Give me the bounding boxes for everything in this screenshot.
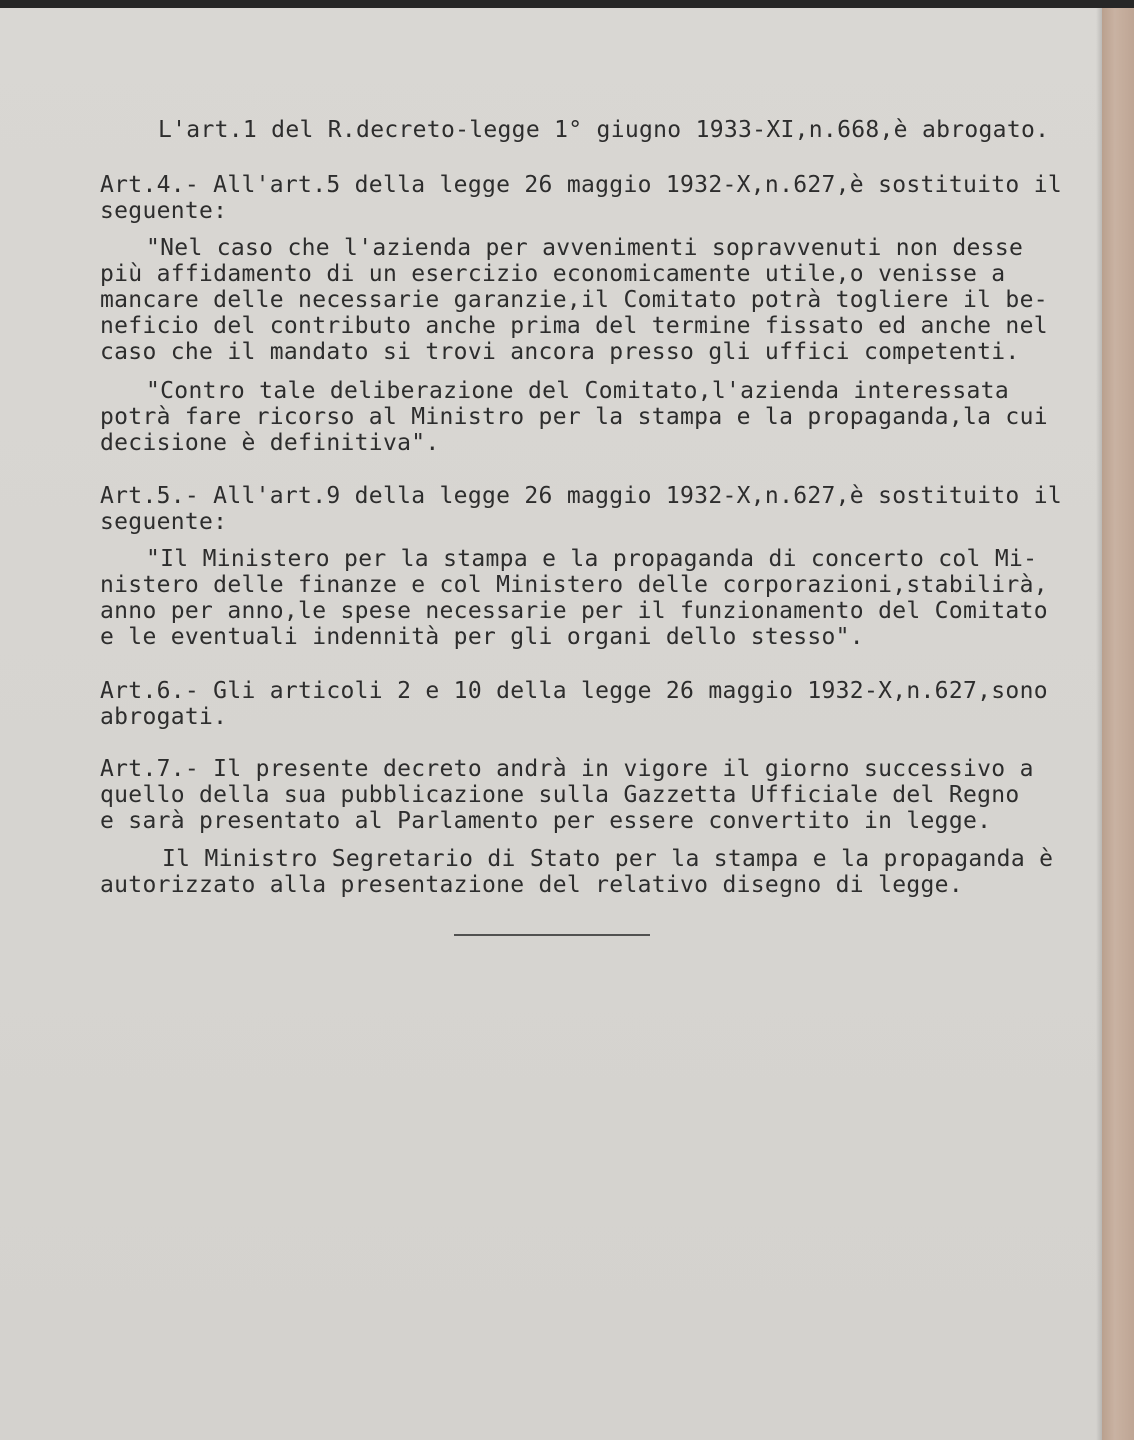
quote-paragraph-1-line-5: caso che il mandato si trovi ancora presso gli uffici competenti. — [100, 339, 1020, 365]
quote-paragraph-3-line-3: anno per anno,le spese necessarie per il funzionamento del Comitato — [100, 598, 1048, 624]
quote-paragraph-1-line-2: più affidamento di un esercizio economicamente utile,o venisse a — [100, 261, 1006, 287]
quote-paragraph-3-line-4: e le eventuali indennità per gli organi dello stesso". — [100, 624, 864, 650]
article-7-line-3: e sarà presentato al Parlamento per essere convertito in legge. — [100, 808, 992, 834]
quote-paragraph-2-line-2: potrà fare ricorso al Ministro per la stampa e la propaganda,la cui — [100, 404, 1048, 430]
article-5-heading-line: Art.5.- All'art.9 della legge 26 maggio 1932-X,n.627,è sostituito il — [100, 483, 1063, 509]
article-7-line-2: quello della sua pubblicazione sulla Gazzetta Ufficiale del Regno — [100, 782, 1020, 808]
text-line-1: L'art.1 del R.decreto-legge 1° giugno 1933-XI,n.668,è abrogato. — [158, 117, 1050, 143]
article-7-heading-line: Art.7.- Il presente decreto andrà in vigore il giorno successivo a — [100, 756, 1034, 782]
quote-paragraph-1-line-1: "Nel caso che l'azienda per avvenimenti sopravvenuti non desse — [146, 235, 1024, 261]
quote-paragraph-1-line-4: neficio del contributo anche prima del termine fissato ed anche nel — [100, 313, 1048, 339]
quote-paragraph-3-line-1: "Il Ministero per la stampa e la propaganda di concerto col Mi- — [146, 546, 1038, 572]
quote-paragraph-2-line-3: decisione è definitiva". — [100, 430, 440, 456]
quote-paragraph-2-line-1: "Contro tale deliberazione del Comitato,l'azienda interessata — [146, 378, 1009, 404]
article-4-heading-line: Art.4.- All'art.5 della legge 26 maggio 1932-X,n.627,è sostituito il — [100, 172, 1063, 198]
closing-paragraph-line-2: autorizzato alla presentazione del relativo disegno di legge. — [100, 872, 963, 898]
end-divider-rule — [454, 934, 650, 936]
article-5-line-2: seguente: — [100, 509, 228, 535]
article-4-line-2: seguente: — [100, 198, 228, 224]
article-6-line-2: abrogati. — [100, 704, 228, 730]
quote-paragraph-3-line-2: nistero delle finanze e col Ministero delle corporazioni,stabilirà, — [100, 572, 1048, 598]
quote-paragraph-1-line-3: mancare delle necessarie garanzie,il Comitato potrà togliere il be- — [100, 287, 1048, 313]
scan-top-edge — [0, 0, 1134, 8]
book-spine-edge — [1102, 8, 1134, 1440]
article-6-heading-line: Art.6.- Gli articoli 2 e 10 della legge 26 maggio 1932-X,n.627,sono — [100, 678, 1048, 704]
closing-paragraph-line-1: Il Ministro Segretario di Stato per la stampa e la propaganda è — [162, 846, 1054, 872]
